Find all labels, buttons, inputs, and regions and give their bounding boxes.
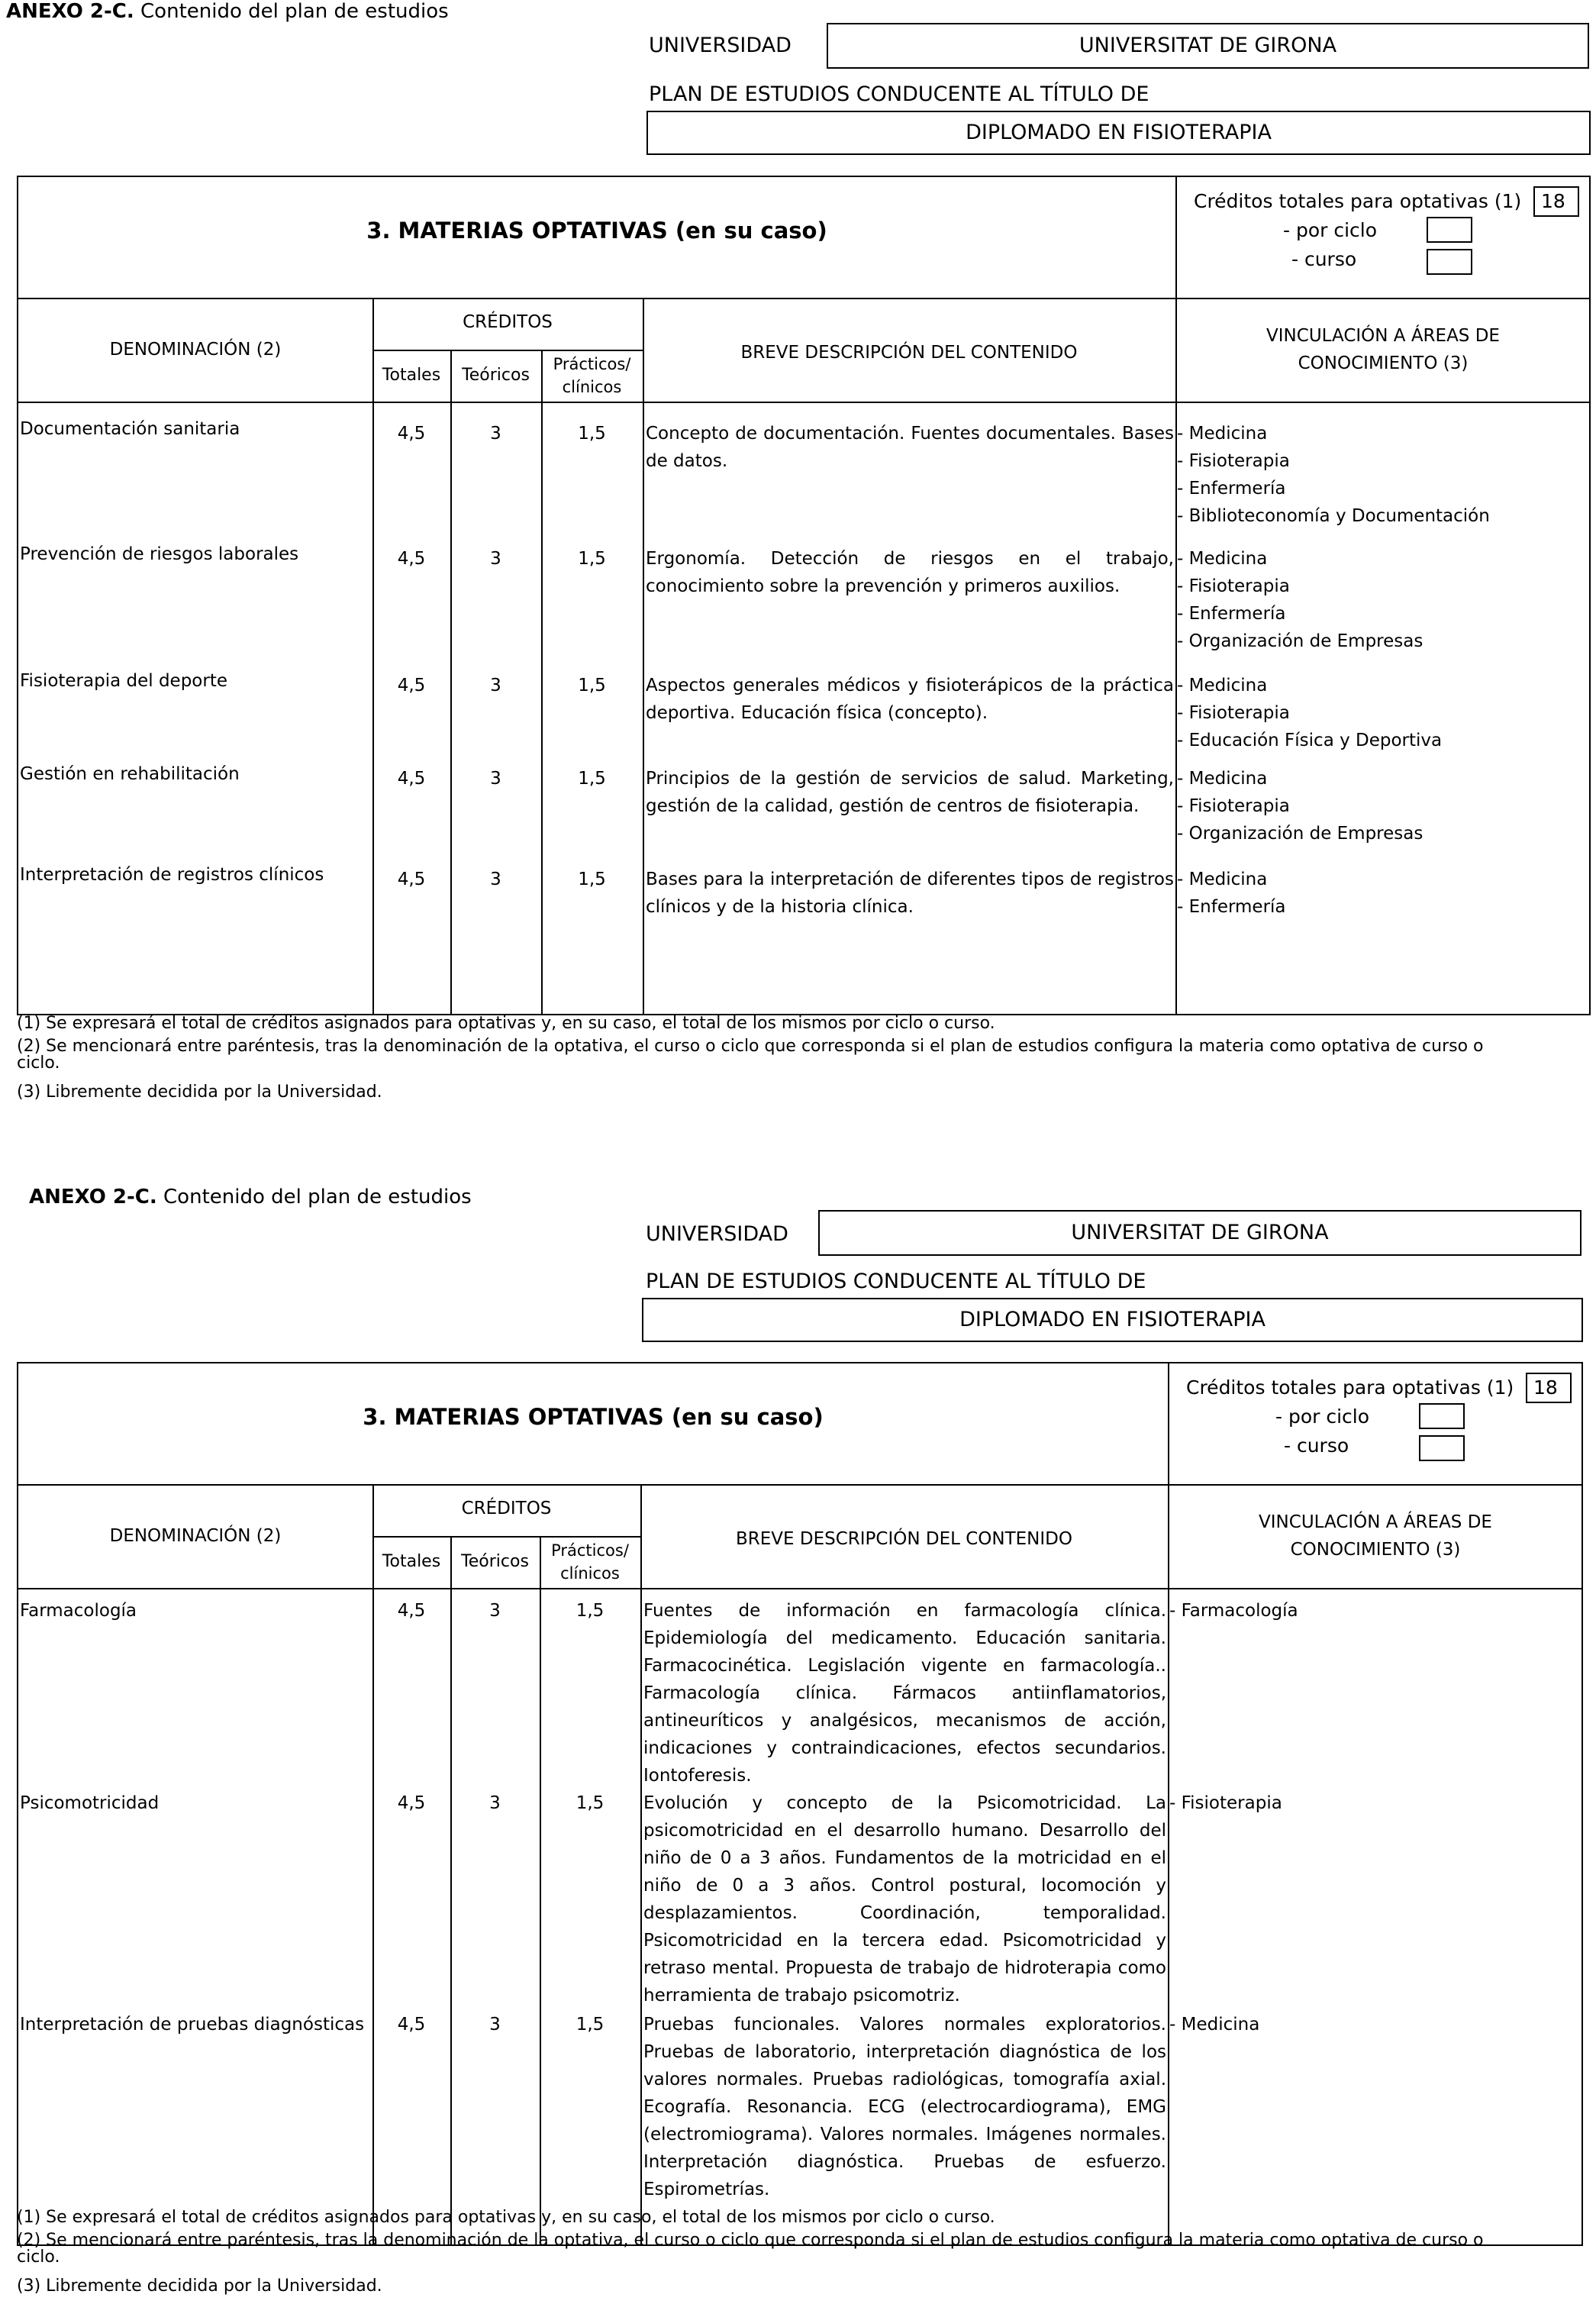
row-name: Psicomotricidad	[20, 1793, 160, 1813]
por-ciclo-label: - por ciclo	[1275, 1405, 1370, 1428]
row-descripcion: Aspectos generales médicos y fisioterápicos de la práctica deportiva. Educación física (concepto).	[646, 676, 1174, 723]
por-ciclo-label: - por ciclo	[1283, 219, 1378, 241]
row-practicos: 1,5	[578, 769, 606, 789]
creditos-totales-box	[1526, 1373, 1572, 1403]
row-teoricos: 3	[490, 769, 501, 789]
curso-box	[1427, 249, 1472, 275]
creditos-totales-label: Créditos totales para optativas (1)	[1186, 1376, 1514, 1399]
header-totales: Totales	[382, 366, 441, 385]
header-creditos: CRÉDITOS	[461, 1499, 552, 1518]
header-vinculacion: VINCULACIÓN A ÁREAS DE CONOCIMIENTO (3)	[1259, 1512, 1492, 1560]
row-name: Farmacología	[20, 1601, 137, 1621]
titulo-value: DIPLOMADO EN FISIOTERAPIA	[966, 121, 1272, 144]
row-descripcion: Bases para la interpretación de diferentes tipos de registros clínicos y de la historia clínica.	[646, 870, 1174, 917]
row-areas: - Medicina	[1169, 2015, 1260, 2035]
row-practicos: 1,5	[576, 1601, 605, 1621]
titulo-value: DIPLOMADO EN FISIOTERAPIA	[959, 1308, 1266, 1331]
curso-label: - curso	[1284, 1434, 1349, 1457]
creditos-totales-box	[1533, 186, 1579, 217]
curso-box	[1419, 1435, 1465, 1461]
titulo-field	[642, 1298, 1583, 1342]
header-teoricos: Teóricos	[461, 1552, 529, 1571]
row-areas: - Medicina - Fisioterapia - Enfermería - Biblioteconomía y Documentación	[1177, 424, 1490, 526]
row-name: Fisioterapia del deporte	[20, 671, 228, 691]
row-teoricos: 3	[490, 424, 501, 444]
header-teoricos: Teóricos	[462, 366, 530, 385]
por-ciclo-box	[1419, 1403, 1465, 1429]
universidad-label: UNIVERSIDAD	[649, 34, 792, 57]
row-areas: - Medicina - Fisioterapia - Enfermería - Organización de Empresas	[1177, 549, 1424, 651]
row-descripcion: Concepto de documentación. Fuentes documentales. Bases de datos.	[646, 424, 1174, 471]
row-practicos: 1,5	[578, 424, 606, 444]
section-title: 3. MATERIAS OPTATIVAS (en su caso)	[366, 218, 827, 244]
row-totales: 4,5	[397, 2015, 426, 2035]
header-denominacion: DENOMINACIÓN (2)	[109, 340, 282, 360]
creditos-totales-value: 18	[1541, 190, 1565, 212]
row-areas: - Medicina - Fisioterapia - Educación Física y Deportiva	[1177, 676, 1443, 750]
header-descripcion: BREVE DESCRIPCIÓN DEL CONTENIDO	[740, 343, 1078, 363]
row-descripcion: Ergonomía. Detección de riesgos en el trabajo, conocimiento sobre la prevención y primeros auxilios.	[646, 549, 1174, 596]
row-descripcion: Evolución y concepto de la Psicomotricidad. La psicomotricidad en el desarrollo humano. Desarrollo del niño de 0 a 3 años. Fundamentos de la motricidad en el niño de 0 a 3 años. Control postural, locomoción y desplazamientos. Coordinación, temporalidad. Psicomotricidad en la tercera edad. Psicomotricidad y retraso mental. Propuesta de trabajo de hidroterapia como herramienta de trabajo psicomotriz.	[643, 1793, 1166, 2006]
row-areas: - Fisioterapia	[1169, 1793, 1282, 1813]
creditos-totales-label: Créditos totales para optativas (1)	[1194, 190, 1522, 212]
row-practicos: 1,5	[578, 676, 606, 695]
row-practicos: 1,5	[578, 549, 606, 569]
row-practicos: 1,5	[576, 1793, 605, 1813]
plan-label: PLAN DE ESTUDIOS CONDUCENTE AL TÍTULO DE	[646, 1270, 1146, 1293]
row-teoricos: 3	[489, 1793, 501, 1813]
header-descripcion: BREVE DESCRIPCIÓN DEL CONTENIDO	[736, 1529, 1072, 1549]
footnote-2: (2) Se mencionará entre paréntesis, tras la denominación de la optativa, el curso o ciclo que corresponda si el plan de estudios configura la materia como optativa de curso o ciclo.	[17, 1037, 1484, 1073]
row-totales: 4,5	[397, 676, 426, 695]
anexo-heading: ANEXO 2-C. Contenido del plan de estudios	[29, 1186, 472, 1208]
row-totales: 4,5	[397, 870, 426, 889]
row-teoricos: 3	[489, 1601, 501, 1621]
footnote-2: (2) Se mencionará entre paréntesis, tras la denominación de la optativa, el curso o ciclo que corresponda si el plan de estudios configura la materia como optativa de curso o ciclo.	[17, 2231, 1484, 2267]
footnote-3: (3) Libremente decidida por la Universidad.	[17, 2277, 382, 2296]
row-name: Documentación sanitaria	[20, 419, 240, 439]
row-name: Gestión en rehabilitación	[20, 764, 240, 784]
row-teoricos: 3	[490, 870, 501, 889]
row-teoricos: 3	[490, 549, 501, 569]
anexo-heading: ANEXO 2-C. Contenido del plan de estudios	[6, 0, 449, 23]
footnote-3: (3) Libremente decidida por la Universidad.	[17, 1083, 382, 1102]
footnote-1: (1) Se expresará el total de créditos asignados para optativas y, en su caso, el total de los mismos por ciclo o curso.	[17, 1014, 995, 1033]
header-practicos: Prácticos/ clínicos	[553, 355, 631, 396]
section-title: 3. MATERIAS OPTATIVAS (en su caso)	[363, 1404, 824, 1430]
header-vinculacion: VINCULACIÓN A ÁREAS DE CONOCIMIENTO (3)	[1266, 326, 1500, 373]
row-descripcion: Fuentes de información en farmacología clínica. Epidemiología del medicamento. Educación sanitaria. Farmacocinética. Legislación vigente en farmacología.. Farmacología clínica. Fármacos antiinflamatorios, antineuríticos y analgésicos, mecanismos de acción, indicaciones y contraindicaciones, efectos secundarios. Iontoferesis.	[643, 1601, 1166, 1786]
row-descripcion: Pruebas funcionales. Valores normales exploratorios. Pruebas de laboratorio, interpretación diagnóstica de los valores normales. Pruebas radiológicas, tomografía axial. Ecografía. Resonancia. ECG (electrocardiograma), EMG (electromiograma). Valores normales. Imágenes normales. Interpretación diagnóstica. Pruebas de esfuerzo. Espirometrías.	[643, 2015, 1166, 2199]
row-teoricos: 3	[489, 2015, 501, 2035]
row-totales: 4,5	[397, 769, 426, 789]
row-totales: 4,5	[397, 1601, 426, 1621]
header-creditos: CRÉDITOS	[463, 312, 553, 332]
universidad-value: UNIVERSITAT DE GIRONA	[1079, 34, 1337, 57]
row-practicos: 1,5	[576, 2015, 605, 2035]
footnote-1: (1) Se expresará el total de créditos asignados para optativas y, en su caso, el total de los mismos por ciclo o curso.	[17, 2208, 995, 2227]
row-descripcion: Principios de la gestión de servicios de salud. Marketing, gestión de la calidad, gestión de centros de fisioterapia.	[646, 769, 1174, 816]
header-totales: Totales	[382, 1552, 441, 1571]
row-totales: 4,5	[397, 424, 426, 444]
row-areas: - Medicina - Fisioterapia - Organización de Empresas	[1177, 769, 1424, 844]
header-denominacion: DENOMINACIÓN (2)	[109, 1526, 282, 1546]
curso-label: - curso	[1291, 248, 1357, 270]
universidad-field	[818, 1210, 1581, 1256]
row-areas: - Farmacología	[1169, 1601, 1298, 1621]
row-practicos: 1,5	[578, 870, 606, 889]
universidad-value: UNIVERSITAT DE GIRONA	[1071, 1221, 1329, 1244]
row-teoricos: 3	[490, 676, 501, 695]
row-name: Prevención de riesgos laborales	[20, 544, 299, 564]
creditos-totales-value: 18	[1533, 1376, 1558, 1399]
row-areas: - Medicina - Enfermería	[1177, 870, 1286, 917]
universidad-label: UNIVERSIDAD	[646, 1222, 788, 1246]
header-practicos: Prácticos/ clínicos	[551, 1541, 629, 1583]
row-totales: 4,5	[397, 549, 426, 569]
optativas-table	[17, 176, 1591, 1015]
row-totales: 4,5	[397, 1793, 426, 1813]
row-name: Interpretación de registros clínicos	[20, 865, 324, 885]
optativas-table	[17, 1362, 1583, 2246]
row-name: Interpretación de pruebas diagnósticas	[20, 2015, 365, 2035]
titulo-field	[646, 111, 1591, 155]
page-2	[0, 1152, 1596, 2304]
plan-label: PLAN DE ESTUDIOS CONDUCENTE AL TÍTULO DE	[649, 82, 1149, 106]
por-ciclo-box	[1427, 217, 1472, 243]
universidad-field	[827, 23, 1589, 69]
